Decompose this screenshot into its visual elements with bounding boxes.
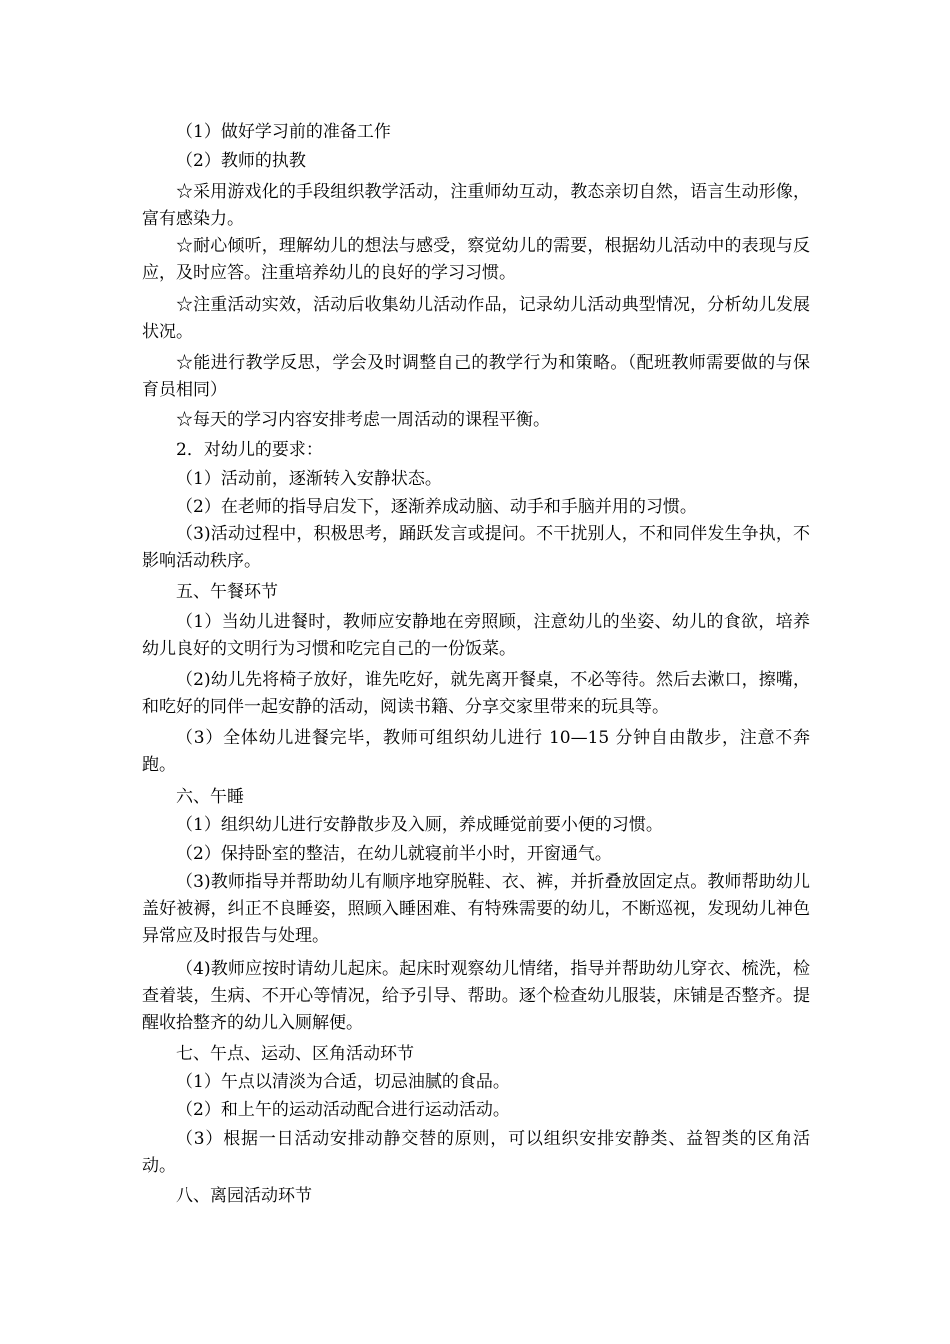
section-heading: 八、离园活动环节 [176,1186,312,1206]
paragraph: ☆采用游戏化的手段组织教学活动，注重师幼互动，教态亲切自然，语言生动形像，富有感染力。 [142,182,810,229]
section-heading: 2．对幼儿的要求： [176,440,323,460]
paragraph: （2）保持卧室的整洁，在幼儿就寝前半小时，开窗通气。 [176,844,612,864]
paragraph: ☆耐心倾听，理解幼儿的想法与感受，察觉幼儿的需要，根据幼儿活动中的表现与反应，及时应答。注重培养幼儿的良好的学习习惯。 [142,236,810,283]
paragraph: （3）全体幼儿进餐完毕，教师可组织幼儿进行 10—15 分钟自由散步，注意不奔跑。 [142,728,810,775]
paragraph: （2）在老师的指导启发下，逐渐养成动脑、动手和手脑并用的习惯。 [176,497,697,517]
paragraph: （2）教师的执教 [176,151,306,171]
paragraph: （2）和上午的运动活动配合进行运动活动。 [176,1100,510,1120]
paragraph: （3)活动过程中，积极思考，踊跃发言或提问。不干扰别人，不和同伴发生争执，不影响活动秩序。 [142,524,810,571]
section-heading: 六、午睡 [176,787,244,807]
paragraph: （3)教师指导并帮助幼儿有顺序地穿脱鞋、衣、裤，并折叠放固定点。教师帮助幼儿盖好被褥，纠正不良睡姿，照顾入睡困难、有特殊需要的幼儿，不断巡视，发现幼儿神色异常应及时报告与处理。 [142,872,810,946]
section-heading: 七、午点、运动、区角活动环节 [176,1044,414,1064]
paragraph: （3）根据一日活动安排动静交替的原则，可以组织安排安静类、益智类的区角活动。 [142,1129,810,1176]
paragraph: （1）组织幼儿进行安静散步及入厕，养成睡觉前要小便的习惯。 [176,815,663,835]
paragraph: （1）午点以清淡为合适，切忌油腻的食品。 [176,1072,510,1092]
paragraph: （1）当幼儿进餐时，教师应安静地在旁照顾，注意幼儿的坐姿、幼儿的食欲，培养幼儿良好的文明行为习惯和吃完自己的一份饭菜。 [142,612,810,659]
paragraph: ☆能进行教学反思，学会及时调整自己的教学行为和策略。（配班教师需要做的与保育员相同） [142,353,810,400]
paragraph: （2)幼儿先将椅子放好，谁先吃好，就先离开餐桌，不必等待。然后去漱口，擦嘴，和吃好的同伴一起安静的活动，阅读书籍、分享交家里带来的玩具等。 [142,670,810,717]
paragraph: （1）活动前，逐渐转入安静状态。 [176,469,442,489]
paragraph: （1）做好学习前的准备工作 [176,122,391,142]
paragraph: （4)教师应按时请幼儿起床。起床时观察幼儿情绪，指导并帮助幼儿穿衣、梳洗，检查着装，生病、不开心等情况，给予引导、帮助。逐个检查幼儿服装，床铺是否整齐。提醒收拾整齐的幼儿入厕解便。 [142,959,810,1033]
paragraph: ☆每天的学习内容安排考虑一周活动的课程平衡。 [176,410,550,430]
section-heading: 五、午餐环节 [176,582,278,602]
paragraph: ☆注重活动实效，活动后收集幼儿活动作品，记录幼儿活动典型情况，分析幼儿发展状况。 [142,295,810,342]
